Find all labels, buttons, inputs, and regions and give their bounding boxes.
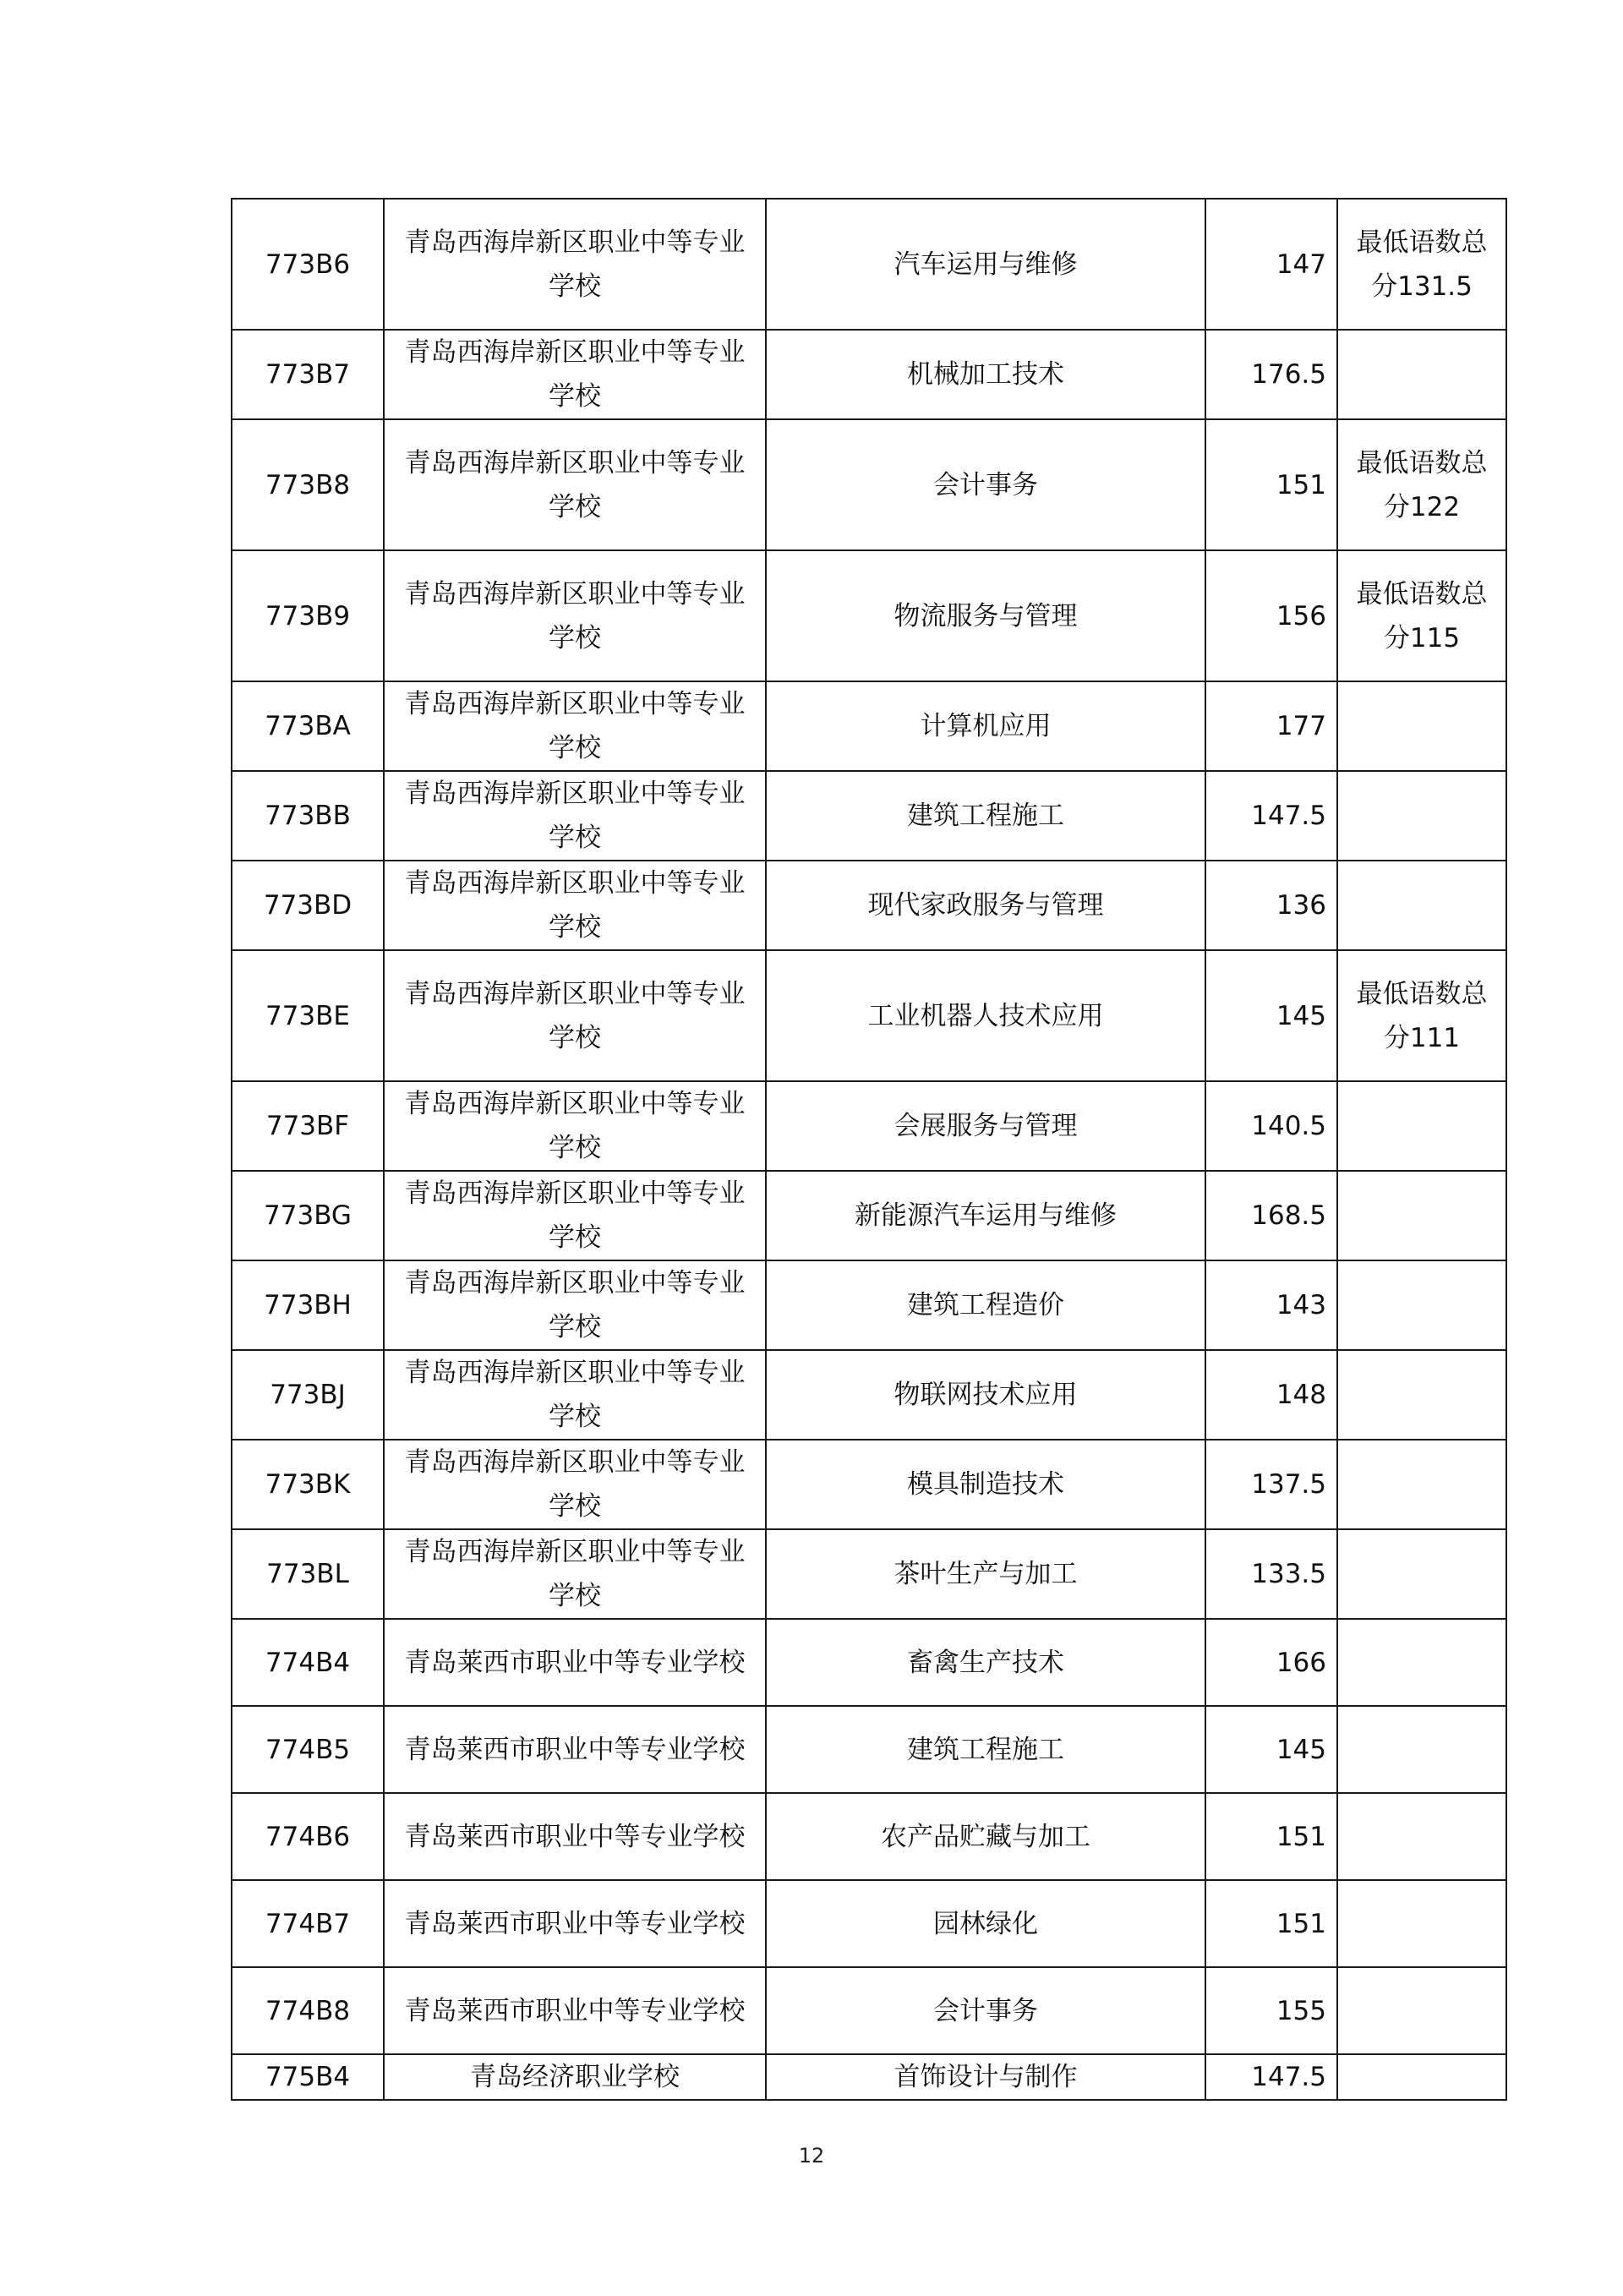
program-code-cell: 773B8 [232, 419, 384, 550]
school-name-cell: 青岛莱西市职业中等专业学校 [384, 1706, 766, 1793]
page-number: 12 [798, 2144, 825, 2168]
min-score-cell: 168.5 [1205, 1171, 1337, 1260]
admission-score-table [231, 198, 1507, 2101]
school-name-cell: 青岛莱西市职业中等专业学校 [384, 1967, 766, 2054]
major-name-cell: 物联网技术应用 [766, 1350, 1205, 1440]
min-score-cell: 166 [1205, 1619, 1337, 1706]
min-score-cell: 151 [1205, 1793, 1337, 1880]
remark-cell [1337, 1967, 1506, 2054]
min-score-cell: 155 [1205, 1967, 1337, 2054]
major-name-cell: 会计事务 [766, 419, 1205, 550]
table-row [232, 2054, 1506, 2100]
school-name-cell: 青岛西海岸新区职业中等专业学校 [384, 1260, 766, 1350]
major-name-cell: 建筑工程施工 [766, 771, 1205, 861]
school-name-cell: 青岛西海岸新区职业中等专业学校 [384, 419, 766, 550]
min-score-cell: 151 [1205, 1880, 1337, 1967]
major-name-cell: 茶叶生产与加工 [766, 1529, 1205, 1619]
program-code-cell: 773BD [232, 861, 384, 950]
program-code-cell: 774B5 [232, 1706, 384, 1793]
table-row [232, 1081, 1506, 1171]
table-row [232, 199, 1506, 330]
program-code-cell: 773BA [232, 681, 384, 771]
major-name-cell: 物流服务与管理 [766, 550, 1205, 681]
remark-cell: 最低语数总分111 [1337, 950, 1506, 1081]
school-name-cell: 青岛西海岸新区职业中等专业学校 [384, 950, 766, 1081]
major-name-cell: 会计事务 [766, 1967, 1205, 2054]
school-name-cell: 青岛西海岸新区职业中等专业学校 [384, 1171, 766, 1260]
min-score-cell: 147 [1205, 199, 1337, 330]
major-name-cell: 畜禽生产技术 [766, 1619, 1205, 1706]
min-score-cell: 176.5 [1205, 330, 1337, 419]
major-name-cell: 计算机应用 [766, 681, 1205, 771]
major-name-cell: 建筑工程施工 [766, 1706, 1205, 1793]
remark-cell: 最低语数总分115 [1337, 550, 1506, 681]
remark-cell [1337, 1880, 1506, 1967]
remark-cell [1337, 861, 1506, 950]
school-name-cell: 青岛西海岸新区职业中等专业学校 [384, 861, 766, 950]
table-row [232, 950, 1506, 1081]
remark-cell [1337, 681, 1506, 771]
program-code-cell: 773BE [232, 950, 384, 1081]
program-code-cell: 773B6 [232, 199, 384, 330]
major-name-cell: 现代家政服务与管理 [766, 861, 1205, 950]
program-code-cell: 773BL [232, 1529, 384, 1619]
major-name-cell: 工业机器人技术应用 [766, 950, 1205, 1081]
program-code-cell: 774B4 [232, 1619, 384, 1706]
major-name-cell: 会展服务与管理 [766, 1081, 1205, 1171]
min-score-cell: 151 [1205, 419, 1337, 550]
school-name-cell: 青岛西海岸新区职业中等专业学校 [384, 1081, 766, 1171]
school-name-cell: 青岛莱西市职业中等专业学校 [384, 1880, 766, 1967]
program-code-cell: 773B7 [232, 330, 384, 419]
table-row [232, 1529, 1506, 1619]
school-name-cell: 青岛西海岸新区职业中等专业学校 [384, 1350, 766, 1440]
min-score-cell: 140.5 [1205, 1081, 1337, 1171]
school-name-cell: 青岛西海岸新区职业中等专业学校 [384, 681, 766, 771]
major-name-cell: 汽车运用与维修 [766, 199, 1205, 330]
remark-cell [1337, 1793, 1506, 1880]
school-name-cell: 青岛西海岸新区职业中等专业学校 [384, 1529, 766, 1619]
school-name-cell: 青岛西海岸新区职业中等专业学校 [384, 1440, 766, 1529]
major-name-cell: 园林绿化 [766, 1880, 1205, 1967]
table-row [232, 1793, 1506, 1880]
table-row [232, 1260, 1506, 1350]
table-row [232, 1967, 1506, 2054]
major-name-cell: 新能源汽车运用与维修 [766, 1171, 1205, 1260]
remark-cell [1337, 1529, 1506, 1619]
program-code-cell: 774B7 [232, 1880, 384, 1967]
program-code-cell: 775B4 [232, 2054, 384, 2100]
table-row [232, 771, 1506, 861]
table-row [232, 1619, 1506, 1706]
remark-cell [1337, 1081, 1506, 1171]
school-name-cell: 青岛西海岸新区职业中等专业学校 [384, 550, 766, 681]
program-code-cell: 773B9 [232, 550, 384, 681]
table-row [232, 1440, 1506, 1529]
table-body [232, 199, 1506, 2100]
remark-cell [1337, 2054, 1506, 2100]
min-score-cell: 177 [1205, 681, 1337, 771]
table-row [232, 330, 1506, 419]
min-score-cell: 137.5 [1205, 1440, 1337, 1529]
table-row [232, 1706, 1506, 1793]
program-code-cell: 773BH [232, 1260, 384, 1350]
table-row [232, 861, 1506, 950]
major-name-cell: 首饰设计与制作 [766, 2054, 1205, 2100]
min-score-cell: 145 [1205, 950, 1337, 1081]
table-row [232, 1880, 1506, 1967]
school-name-cell: 青岛莱西市职业中等专业学校 [384, 1619, 766, 1706]
major-name-cell: 农产品贮藏与加工 [766, 1793, 1205, 1880]
program-code-cell: 773BF [232, 1081, 384, 1171]
min-score-cell: 136 [1205, 861, 1337, 950]
program-code-cell: 774B8 [232, 1967, 384, 2054]
min-score-cell: 147.5 [1205, 771, 1337, 861]
program-code-cell: 773BB [232, 771, 384, 861]
min-score-cell: 147.5 [1205, 2054, 1337, 2100]
remark-cell [1337, 1619, 1506, 1706]
remark-cell [1337, 1440, 1506, 1529]
program-code-cell: 773BK [232, 1440, 384, 1529]
min-score-cell: 156 [1205, 550, 1337, 681]
program-code-cell: 774B6 [232, 1793, 384, 1880]
school-name-cell: 青岛经济职业学校 [384, 2054, 766, 2100]
major-name-cell: 机械加工技术 [766, 330, 1205, 419]
school-name-cell: 青岛西海岸新区职业中等专业学校 [384, 330, 766, 419]
major-name-cell: 建筑工程造价 [766, 1260, 1205, 1350]
major-name-cell: 模具制造技术 [766, 1440, 1205, 1529]
program-code-cell: 773BG [232, 1171, 384, 1260]
min-score-cell: 143 [1205, 1260, 1337, 1350]
table-row [232, 550, 1506, 681]
remark-cell [1337, 1260, 1506, 1350]
school-name-cell: 青岛西海岸新区职业中等专业学校 [384, 771, 766, 861]
remark-cell: 最低语数总分131.5 [1337, 199, 1506, 330]
min-score-cell: 133.5 [1205, 1529, 1337, 1619]
remark-cell: 最低语数总分122 [1337, 419, 1506, 550]
remark-cell [1337, 330, 1506, 419]
remark-cell [1337, 1171, 1506, 1260]
school-name-cell: 青岛莱西市职业中等专业学校 [384, 1793, 766, 1880]
program-code-cell: 773BJ [232, 1350, 384, 1440]
table-row [232, 1350, 1506, 1440]
remark-cell [1337, 1350, 1506, 1440]
table-row [232, 681, 1506, 771]
school-name-cell: 青岛西海岸新区职业中等专业学校 [384, 199, 766, 330]
remark-cell [1337, 771, 1506, 861]
table-row [232, 419, 1506, 550]
table-row [232, 1171, 1506, 1260]
min-score-cell: 148 [1205, 1350, 1337, 1440]
remark-cell [1337, 1706, 1506, 1793]
min-score-cell: 145 [1205, 1706, 1337, 1793]
